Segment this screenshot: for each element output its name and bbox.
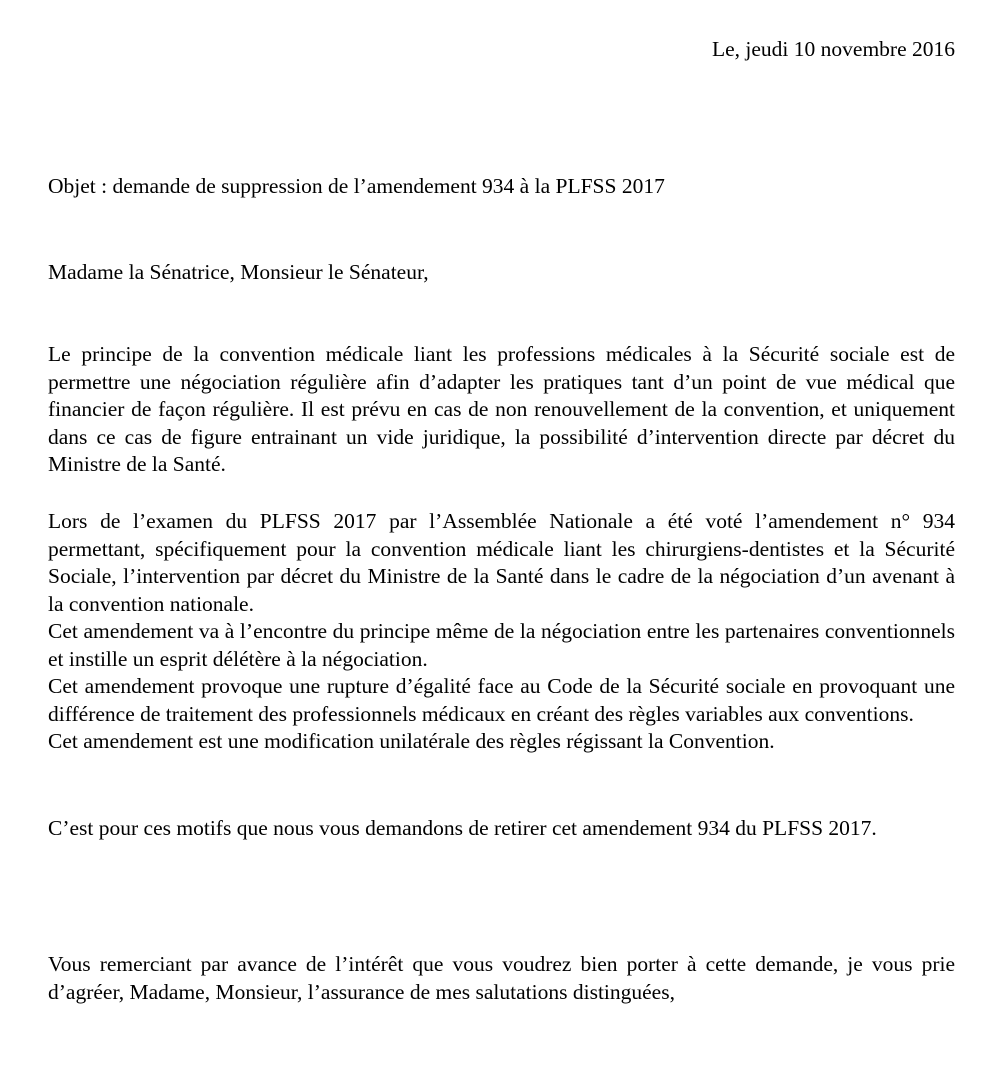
paragraph-unilateral: Cet amendement est une modification unilatérale des règles régissant la Convention. [48,729,775,753]
paragraph-negotiation: Cet amendement va à l’encontre du principe même de la négociation entre les partenaires conventionnels et instille un esprit délétère à la négociation. [48,619,955,671]
paragraph-principle-block [48,341,955,479]
letter-object: Objet : demande de suppression de l’amendement 934 à la PLFSS 2017 [48,174,665,198]
paragraph-principle: Le principe de la convention médicale liant les professions médicales à la Sécurité sociale est de permettre une négociation régulière afin d’adapter les pratiques tant d’un point de vue médical que financier de façon régulière. Il est prévu en cas de non renouvellement de la convention, et uniquement dans ce cas de figure entrainant un vide juridique, la possibilité d’intervention directe par décret du Ministre de la Santé. [48,342,955,476]
paragraph-amendment-vote: Lors de l’examen du PLFSS 2017 par l’Assemblée Nationale a été voté l’amendement n° 934 permettant, spécifiquement pour la convention médicale liant les chirurgiens-dentistes et la Sécurité Sociale, l’intervention par décret du Ministre de la Santé dans le cadre de la négociation d’un avenant à la convention nationale. [48,509,955,616]
paragraph-equality: Cet amendement provoque une rupture d’égalité face au Code de la Sécurité sociale en provoquant une différence de traitement des professionnels médicaux en créant des règles variables aux conventions. [48,674,955,726]
letter-salutation: Madame la Sénatrice, Monsieur le Sénateur, [48,260,429,284]
paragraph-amendment-block [48,508,955,756]
closing-formula: Vous remerciant par avance de l’intérêt que vous voudrez bien porter à cette demande, je vous prie d’agréer, Madame, Monsieur, l’assurance de mes salutations distinguées, [48,952,955,1004]
paragraph-request: C’est pour ces motifs que nous vous demandons de retirer cet amendement 934 du PLFSS 2017. [48,816,877,840]
letter-date: Le, jeudi 10 novembre 2016 [711,37,955,61]
letter-closing [48,951,955,1006]
paragraph-request-block [48,815,955,843]
